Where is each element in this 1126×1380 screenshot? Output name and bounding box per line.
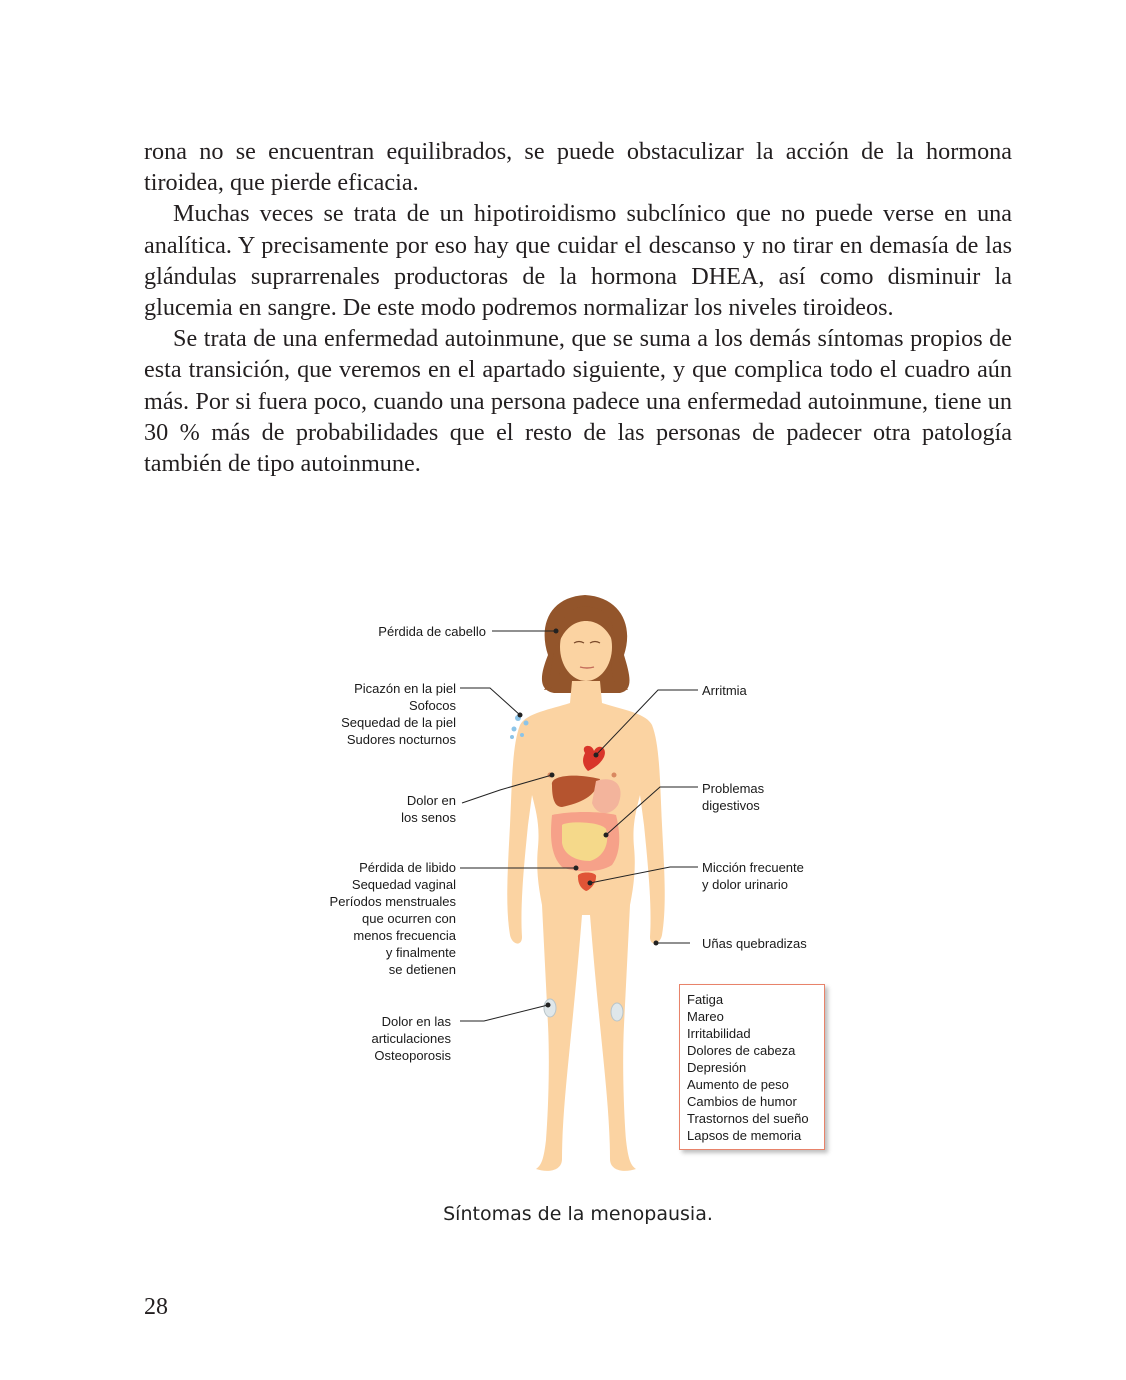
list-item: Irritabilidad bbox=[687, 1026, 751, 1041]
menopause-symptoms-figure bbox=[300, 585, 860, 1185]
paragraph: Se trata de una enfermedad autoinmune, que se suma a los demás síntomas propios de esta transición, que veremos en el apartado siguiente, y que complica todo el cuadro aún más. Por si fuera poco, cuando una persona padece una enfermedad autoinmune, tiene un 30 % más de probabilidades que el resto de las personas de padecer otra patología también de tipo autoinmune. bbox=[144, 325, 1012, 478]
list-item: Fatiga bbox=[687, 992, 724, 1007]
label-urinary: Micción frecuente y dolor urinario bbox=[702, 860, 804, 892]
label-arrhythmia: Arritmia bbox=[702, 683, 747, 698]
label-breast-pain: Dolor en los senos bbox=[401, 793, 456, 825]
list-item: Lapsos de memoria bbox=[687, 1128, 802, 1143]
body-text bbox=[144, 136, 1012, 479]
label-libido: Pérdida de libido Sequedad vaginal Períodos menstruales que ocurren con menos frecuencia y finalmente se detienen bbox=[329, 860, 456, 977]
label-skin: Picazón en la piel Sofocos Sequedad de la piel Sudores nocturnos bbox=[341, 681, 456, 747]
list-item: Dolores de cabeza bbox=[687, 1043, 796, 1058]
list-item: Depresión bbox=[687, 1060, 747, 1075]
general-symptoms-box bbox=[679, 984, 825, 1150]
figure-caption: Síntomas de la menopausia. bbox=[443, 1203, 713, 1225]
general-symptoms-list bbox=[680, 985, 824, 1144]
list-item: Cambios de humor bbox=[687, 1094, 797, 1109]
paragraph: Muchas veces se trata de un hipotiroidismo subclínico que no puede verse en una analítica. Y precisamente por eso hay que cuidar el descanso y no tirar en demasía de las glándulas suprarrenales productoras de la hormona DHEA, así como disminuir la glucemia en sangre. De este modo podremos normalizar los niveles tiroideos. bbox=[144, 200, 1012, 322]
list-item: Aumento de peso bbox=[687, 1077, 789, 1092]
list-item: Mareo bbox=[687, 1009, 724, 1024]
label-joints: Dolor en las articulaciones Osteoporosis bbox=[371, 1014, 451, 1063]
list-item: Trastornos del sueño bbox=[687, 1111, 809, 1126]
label-hair-loss: Pérdida de cabello bbox=[378, 624, 486, 639]
page-number: 28 bbox=[144, 1294, 168, 1320]
label-digestive: Problemas digestivos bbox=[702, 781, 765, 813]
paragraph: rona no se encuentran equilibrados, se puede obstaculizar la acción de la hormona tiroidea, que pierde eficacia. bbox=[144, 138, 1012, 197]
label-brittle-nails: Uñas quebradizas bbox=[702, 936, 807, 951]
